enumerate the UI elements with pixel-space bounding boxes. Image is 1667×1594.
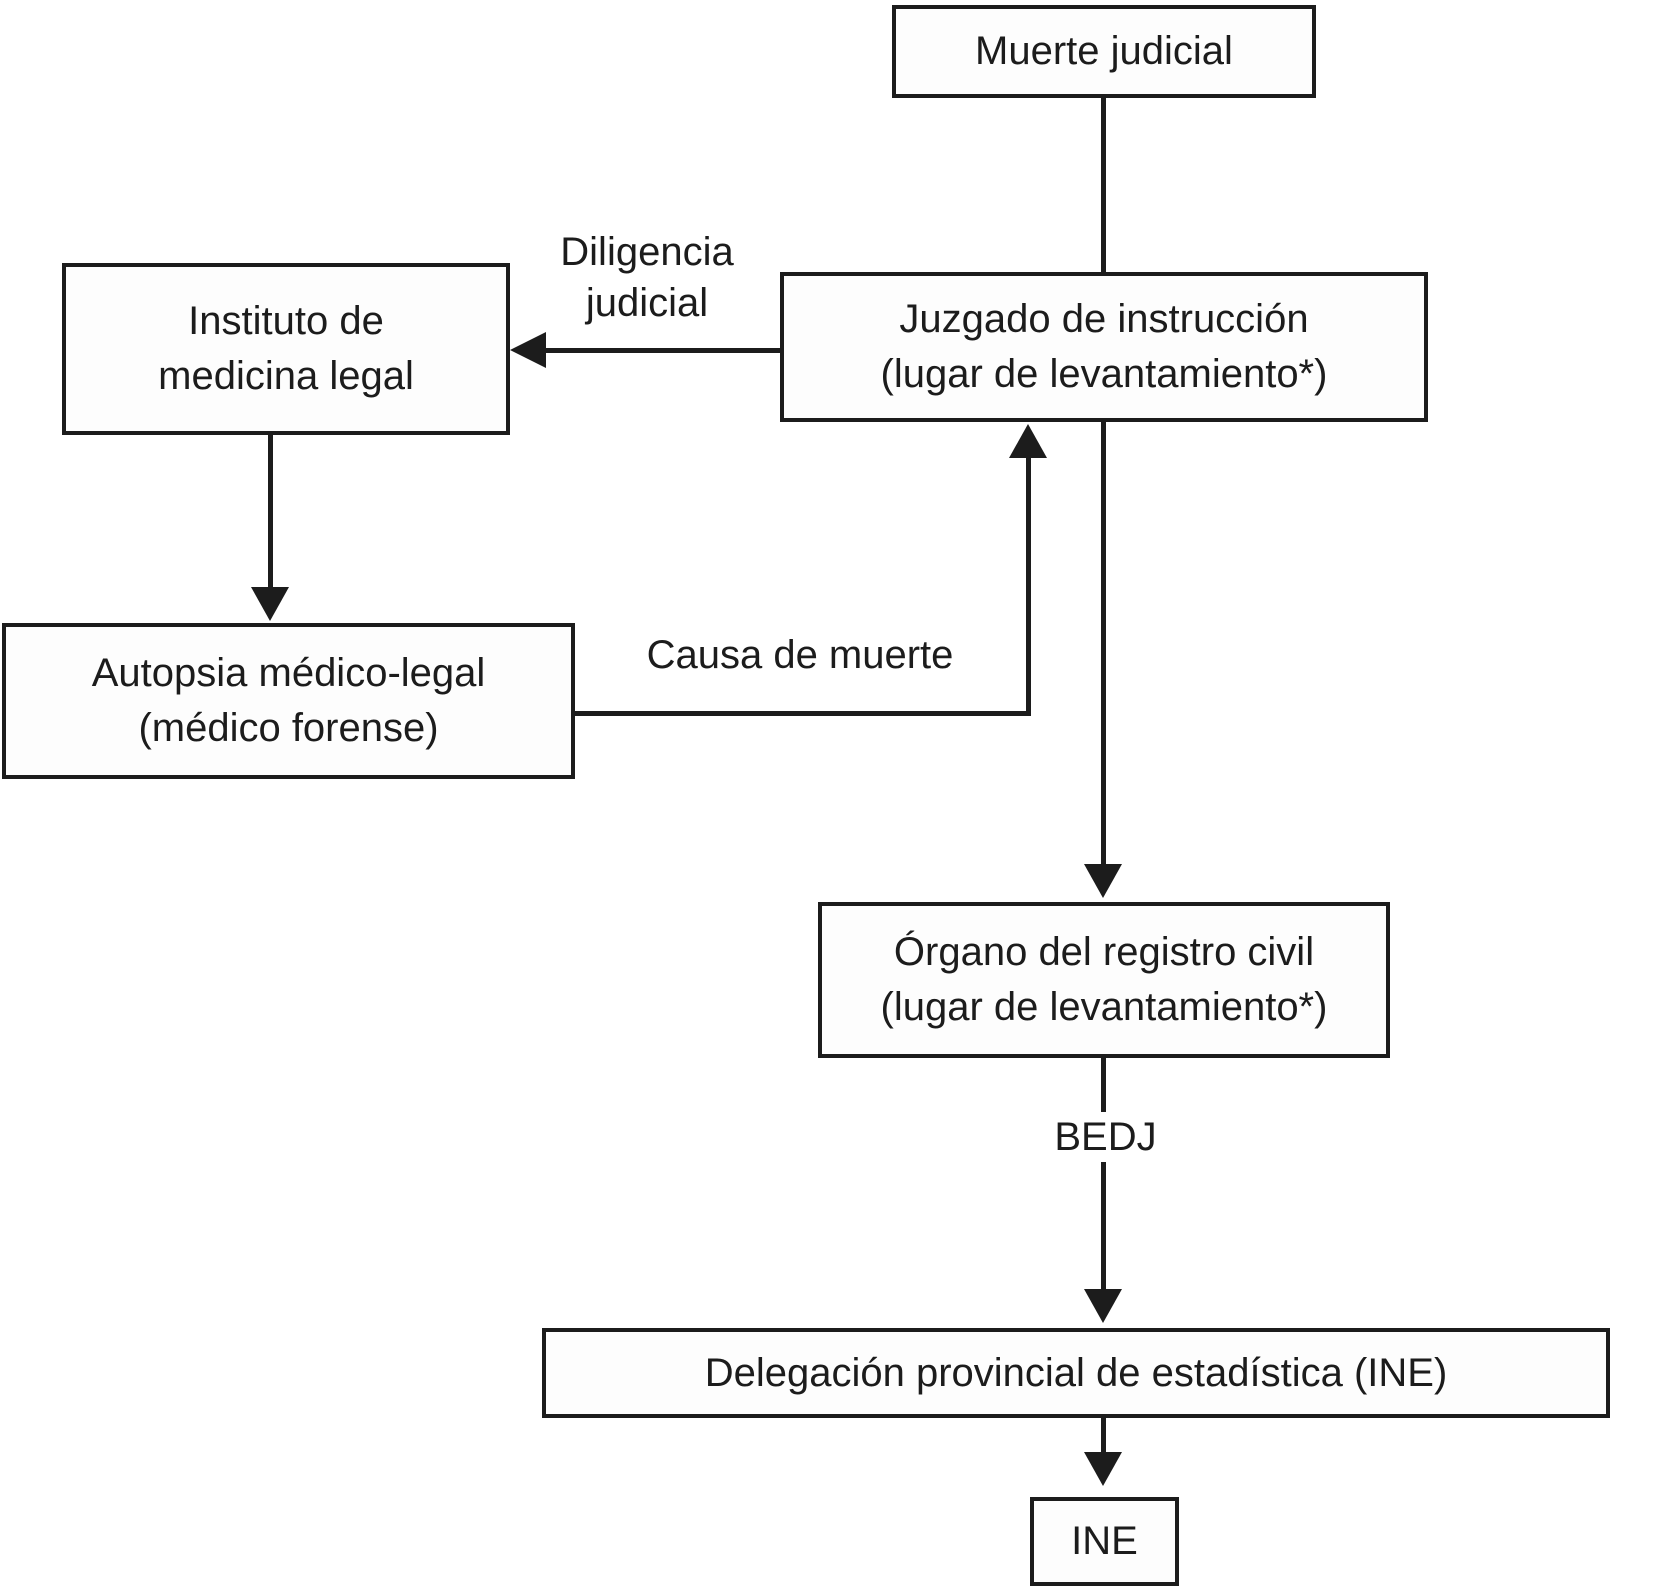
connector-muerte-to-juzgado	[1101, 96, 1106, 273]
node-delegacion-label: Delegación provincial de estadística (INE)	[704, 1350, 1448, 1395]
connector-instituto-to-autopsia	[268, 434, 273, 589]
connector-juzgado-to-organo	[1101, 420, 1106, 866]
arrowhead-up-into-juzgado	[1009, 424, 1047, 458]
edge-label-diligencia-judicial	[500, 227, 794, 329]
edge-label-bedj: BEDJ	[1054, 1115, 1157, 1159]
node-instituto-line2: medicina legal	[158, 354, 414, 398]
node-muerte-judicial-label: Muerte judicial	[975, 29, 1233, 73]
connector-organo-to-bedj-label	[1101, 1056, 1106, 1112]
node-organo-line1: Órgano del registro civil	[893, 930, 1315, 974]
edge-label-causa-de-muerte: Causa de muerte	[646, 633, 954, 677]
node-juzgado-line1: Juzgado de instrucción	[899, 297, 1309, 341]
connector-autopsia-feedback-horizontal	[575, 711, 1031, 716]
arrowhead-left-into-instituto	[510, 332, 546, 368]
node-organo-line2: (lugar de levantamiento*)	[880, 985, 1328, 1029]
node-ine-label: INE	[1071, 1519, 1138, 1563]
connector-delegacion-to-ine	[1101, 1416, 1106, 1454]
arrowhead-down-into-delegacion	[1084, 1289, 1122, 1323]
arrowhead-down-into-ine	[1084, 1452, 1122, 1486]
arrowhead-down-into-autopsia	[251, 587, 289, 621]
node-organo-del-registro-civil	[818, 902, 1390, 1058]
node-autopsia-line2: (médico forense)	[138, 706, 439, 750]
node-instituto-de-medicina-legal	[62, 263, 510, 435]
node-delegacion-provincial-de-estadistica	[542, 1328, 1610, 1418]
node-ine	[1030, 1497, 1179, 1586]
edge-label-diligencia-line1: Diligencia	[560, 230, 734, 274]
connector-autopsia-feedback-vertical	[1026, 456, 1031, 716]
node-juzgado-line2: (lugar de levantamiento*)	[880, 352, 1328, 396]
node-autopsia-medico-legal	[2, 623, 575, 779]
node-muerte-judicial	[892, 5, 1316, 98]
node-juzgado-de-instruccion	[780, 272, 1428, 422]
connector-bedj-label-to-delegacion	[1101, 1162, 1106, 1290]
node-autopsia-line1: Autopsia médico-legal	[91, 651, 486, 695]
arrowhead-down-into-organo	[1084, 864, 1122, 898]
edge-label-diligencia-line2: judicial	[585, 281, 709, 325]
connector-juzgado-to-instituto	[544, 348, 780, 353]
node-instituto-line1: Instituto de	[188, 299, 384, 343]
